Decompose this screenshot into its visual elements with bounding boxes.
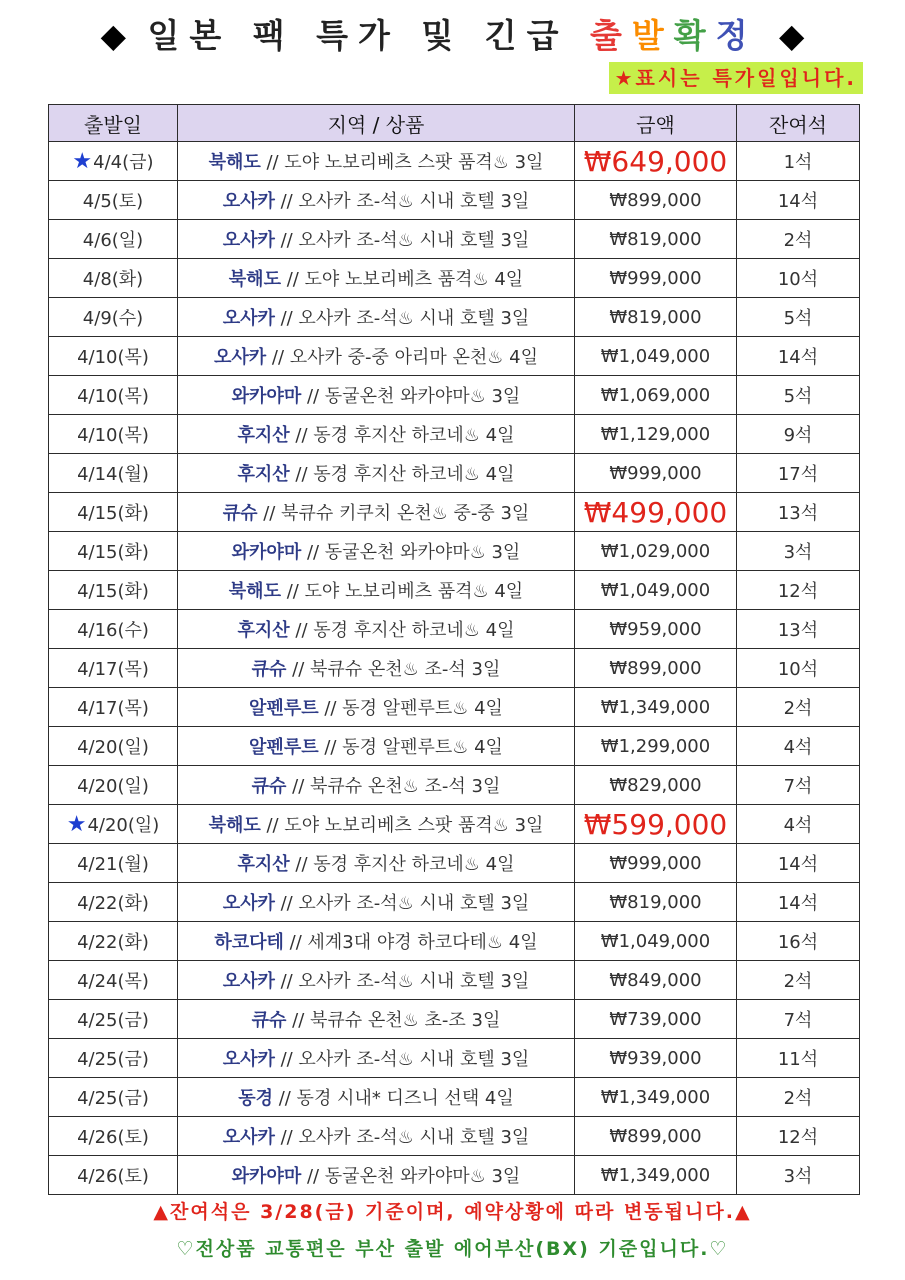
region-label: 후지산 bbox=[237, 425, 290, 446]
region-label: 오사카 bbox=[222, 1049, 275, 1070]
cell-seats: 5석 bbox=[737, 376, 860, 415]
product-name: // 오사카 조-석♨ 시내 호텔 3일 bbox=[274, 1127, 530, 1148]
product-name: // 오사카 조-석♨ 시내 호텔 3일 bbox=[274, 191, 530, 212]
special-note: ★표시는 특가일입니다. bbox=[609, 62, 863, 94]
cell-date bbox=[49, 766, 178, 805]
cell-price: ₩1,049,000 bbox=[575, 337, 737, 376]
product-name: // 북큐슈 온천♨ 초-조 3일 bbox=[286, 1010, 501, 1031]
date-text: 4/8(화) bbox=[82, 269, 144, 290]
cell-seats: 12석 bbox=[737, 571, 860, 610]
cell-product bbox=[178, 142, 575, 181]
product-name: // 동경 후지산 하코네♨ 4일 bbox=[289, 425, 515, 446]
cell-product bbox=[178, 688, 575, 727]
cell-price: ₩1,069,000 bbox=[575, 376, 737, 415]
product-name: // 세계3대 야경 하코다테♨ 4일 bbox=[283, 932, 538, 953]
region-label: 와카야마 bbox=[231, 1166, 302, 1187]
cell-product bbox=[178, 298, 575, 337]
date-text: 4/9(수) bbox=[82, 308, 144, 329]
date-text: 4/10(목) bbox=[77, 386, 149, 407]
cell-price: ₩819,000 bbox=[575, 883, 737, 922]
cell-date bbox=[49, 571, 178, 610]
date-text: 4/17(목) bbox=[77, 659, 149, 680]
table-row bbox=[49, 454, 860, 493]
cell-price: ₩1,299,000 bbox=[575, 727, 737, 766]
date-text: 4/25(금) bbox=[77, 1010, 149, 1031]
table-row bbox=[49, 532, 860, 571]
cell-date bbox=[49, 220, 178, 259]
cell-price: ₩829,000 bbox=[575, 766, 737, 805]
product-name: // 북큐슈 키쿠치 온천♨ 중-중 3일 bbox=[257, 503, 530, 524]
star-icon: ★ bbox=[66, 812, 87, 837]
cell-seats: 3석 bbox=[737, 1156, 860, 1195]
cell-seats: 4석 bbox=[737, 727, 860, 766]
title-char-3: 확 bbox=[673, 16, 716, 55]
cell-seats: 4석 bbox=[737, 805, 860, 844]
cell-date bbox=[49, 181, 178, 220]
cell-price: ₩599,000 bbox=[575, 805, 737, 844]
table-row bbox=[49, 493, 860, 532]
cell-date bbox=[49, 493, 178, 532]
cell-product bbox=[178, 259, 575, 298]
cell-date bbox=[49, 883, 178, 922]
cell-seats: 7석 bbox=[737, 766, 860, 805]
cell-seats: 2석 bbox=[737, 1078, 860, 1117]
region-label: 오사카 bbox=[222, 230, 275, 251]
cell-seats: 14석 bbox=[737, 181, 860, 220]
footer-transport-note: ♡전상품 교통편은 부산 출발 에어부산(BX) 기준입니다.♡ bbox=[176, 1238, 729, 1260]
region-label: 북해도 bbox=[208, 152, 261, 173]
title-char-2: 발 bbox=[631, 16, 674, 55]
region-label: 오사카 bbox=[222, 893, 275, 914]
cell-seats: 10석 bbox=[737, 649, 860, 688]
cell-date bbox=[49, 1117, 178, 1156]
cell-product bbox=[178, 220, 575, 259]
region-label: 북해도 bbox=[228, 581, 281, 602]
cell-product bbox=[178, 883, 575, 922]
region-label: 오사카 bbox=[222, 191, 275, 212]
region-label: 알펜루트 bbox=[249, 737, 319, 758]
date-text: 4/17(목) bbox=[77, 698, 149, 719]
cell-price: ₩849,000 bbox=[575, 961, 737, 1000]
cell-product bbox=[178, 415, 575, 454]
date-text: 4/10(목) bbox=[77, 425, 149, 446]
cell-seats: 10석 bbox=[737, 259, 860, 298]
cell-product bbox=[178, 922, 575, 961]
cell-product bbox=[178, 454, 575, 493]
cell-seats: 5석 bbox=[737, 298, 860, 337]
product-name: // 동굴온천 와카야마♨ 3일 bbox=[301, 542, 521, 563]
column-header-date: 출발일 bbox=[49, 105, 178, 142]
product-name: // 북큐슈 온천♨ 조-석 3일 bbox=[286, 776, 501, 797]
cell-seats: 14석 bbox=[737, 337, 860, 376]
table-row bbox=[49, 805, 860, 844]
cell-date bbox=[49, 142, 178, 181]
cell-price: ₩1,049,000 bbox=[575, 571, 737, 610]
region-label: 와카야마 bbox=[231, 386, 302, 407]
cell-price: ₩1,349,000 bbox=[575, 1078, 737, 1117]
title-main: 일본 팩 특가 및 긴급 bbox=[147, 16, 569, 55]
date-text: 4/26(토) bbox=[77, 1127, 149, 1148]
table-row bbox=[49, 181, 860, 220]
table-row bbox=[49, 142, 860, 181]
cell-date bbox=[49, 961, 178, 1000]
cell-seats: 14석 bbox=[737, 844, 860, 883]
cell-price: ₩899,000 bbox=[575, 1117, 737, 1156]
product-name: // 도야 노보리베츠 스팟 품격♨ 3일 bbox=[260, 152, 544, 173]
cell-price: ₩1,129,000 bbox=[575, 415, 737, 454]
cell-seats: 2석 bbox=[737, 220, 860, 259]
cell-price: ₩959,000 bbox=[575, 610, 737, 649]
region-label: 북해도 bbox=[228, 269, 281, 290]
product-name: // 동경 후지산 하코네♨ 4일 bbox=[289, 464, 515, 485]
region-label: 와카야마 bbox=[231, 542, 302, 563]
region-label: 큐슈 bbox=[251, 776, 287, 797]
star-icon: ★ bbox=[72, 149, 93, 174]
table-row bbox=[49, 1039, 860, 1078]
cell-date bbox=[49, 922, 178, 961]
region-label: 후지산 bbox=[237, 464, 290, 485]
cell-product bbox=[178, 805, 575, 844]
product-name: // 오사카 조-석♨ 시내 호텔 3일 bbox=[274, 230, 530, 251]
region-label: 알펜루트 bbox=[249, 698, 319, 719]
table-row bbox=[49, 688, 860, 727]
cell-date bbox=[49, 649, 178, 688]
cell-price: ₩939,000 bbox=[575, 1039, 737, 1078]
product-name: // 오사카 조-석♨ 시내 호텔 3일 bbox=[274, 308, 530, 329]
cell-seats: 14석 bbox=[737, 883, 860, 922]
date-text: 4/21(월) bbox=[77, 854, 149, 875]
date-text: 4/14(월) bbox=[77, 464, 149, 485]
cell-seats: 13석 bbox=[737, 493, 860, 532]
cell-seats: 9석 bbox=[737, 415, 860, 454]
date-text: 4/25(금) bbox=[77, 1049, 149, 1070]
table-row bbox=[49, 1078, 860, 1117]
product-name: // 동굴온천 와카야마♨ 3일 bbox=[301, 1166, 521, 1187]
cell-product bbox=[178, 610, 575, 649]
cell-date bbox=[49, 610, 178, 649]
table-row bbox=[49, 844, 860, 883]
date-text: 4/20(일) bbox=[87, 815, 160, 836]
cell-product bbox=[178, 1078, 575, 1117]
date-text: 4/6(일) bbox=[82, 230, 144, 251]
region-label: 후지산 bbox=[237, 854, 290, 875]
cell-seats: 13석 bbox=[737, 610, 860, 649]
product-name: // 도야 노보리베츠 품격♨ 4일 bbox=[280, 581, 524, 602]
region-label: 오사카 bbox=[222, 971, 275, 992]
cell-date bbox=[49, 259, 178, 298]
cell-price: ₩999,000 bbox=[575, 259, 737, 298]
cell-date bbox=[49, 1000, 178, 1039]
cell-price: ₩499,000 bbox=[575, 493, 737, 532]
date-text: 4/24(목) bbox=[77, 971, 149, 992]
cell-seats: 3석 bbox=[737, 532, 860, 571]
product-name: // 동굴온천 와카야마♨ 3일 bbox=[301, 386, 521, 407]
product-name: // 동경 알펜루트♨ 4일 bbox=[318, 698, 503, 719]
date-text: 4/26(토) bbox=[77, 1166, 149, 1187]
cell-product bbox=[178, 493, 575, 532]
cell-product bbox=[178, 1156, 575, 1195]
table-row bbox=[49, 922, 860, 961]
cell-product bbox=[178, 766, 575, 805]
cell-product bbox=[178, 1117, 575, 1156]
table-row bbox=[49, 415, 860, 454]
table-row bbox=[49, 376, 860, 415]
cell-date bbox=[49, 1156, 178, 1195]
cell-product bbox=[178, 181, 575, 220]
cell-date bbox=[49, 805, 178, 844]
cell-date bbox=[49, 727, 178, 766]
cell-seats: 11석 bbox=[737, 1039, 860, 1078]
cell-date bbox=[49, 337, 178, 376]
table-row bbox=[49, 337, 860, 376]
cell-date bbox=[49, 376, 178, 415]
cell-date bbox=[49, 415, 178, 454]
region-label: 오사카 bbox=[214, 347, 267, 368]
region-label: 큐슈 bbox=[251, 1010, 287, 1031]
date-text: 4/25(금) bbox=[77, 1088, 149, 1109]
product-name: // 오사카 조-석♨ 시내 호텔 3일 bbox=[274, 971, 530, 992]
date-text: 4/15(화) bbox=[77, 542, 149, 563]
table-row bbox=[49, 766, 860, 805]
title-char-4: 정 bbox=[715, 16, 758, 55]
product-name: // 오사카 중-중 아리마 온천♨ 4일 bbox=[266, 347, 538, 368]
cell-product bbox=[178, 376, 575, 415]
date-text: 4/22(화) bbox=[77, 893, 149, 914]
product-name: // 동경 후지산 하코네♨ 4일 bbox=[289, 620, 515, 641]
page-title bbox=[0, 10, 905, 57]
date-text: 4/4(금) bbox=[93, 152, 154, 173]
table-row bbox=[49, 961, 860, 1000]
cell-date bbox=[49, 1078, 178, 1117]
product-name: // 오사카 조-석♨ 시내 호텔 3일 bbox=[274, 1049, 530, 1070]
cell-seats: 17석 bbox=[737, 454, 860, 493]
region-label: 북해도 bbox=[208, 815, 261, 836]
cell-price: ₩999,000 bbox=[575, 454, 737, 493]
cell-date bbox=[49, 532, 178, 571]
table-row bbox=[49, 571, 860, 610]
diamond-right-icon: ◆ bbox=[779, 16, 805, 55]
cell-product bbox=[178, 727, 575, 766]
column-header-product: 지역 / 상품 bbox=[178, 105, 575, 142]
table-row bbox=[49, 883, 860, 922]
region-label: 동경 bbox=[238, 1088, 273, 1109]
cell-price: ₩1,349,000 bbox=[575, 1156, 737, 1195]
table-row bbox=[49, 259, 860, 298]
cell-date bbox=[49, 844, 178, 883]
cell-product bbox=[178, 571, 575, 610]
cell-price: ₩999,000 bbox=[575, 844, 737, 883]
cell-price: ₩739,000 bbox=[575, 1000, 737, 1039]
table-row bbox=[49, 220, 860, 259]
table-row bbox=[49, 298, 860, 337]
date-text: 4/22(화) bbox=[77, 932, 149, 953]
cell-price: ₩1,049,000 bbox=[575, 922, 737, 961]
date-text: 4/20(일) bbox=[77, 776, 149, 797]
deals-table bbox=[48, 104, 860, 1195]
cell-product bbox=[178, 844, 575, 883]
cell-product bbox=[178, 532, 575, 571]
cell-product bbox=[178, 649, 575, 688]
cell-date bbox=[49, 454, 178, 493]
table-row bbox=[49, 1117, 860, 1156]
date-text: 4/10(목) bbox=[77, 347, 149, 368]
cell-seats: 16석 bbox=[737, 922, 860, 961]
footer-seat-note: ▲잔여석은 3/28(금) 기준이며, 예약상황에 따라 변동됩니다.▲ bbox=[153, 1201, 752, 1223]
table-row bbox=[49, 649, 860, 688]
column-header-price: 금액 bbox=[575, 105, 737, 142]
region-label: 오사카 bbox=[222, 308, 275, 329]
region-label: 큐슈 bbox=[251, 659, 287, 680]
cell-seats: 7석 bbox=[737, 1000, 860, 1039]
product-name: // 도야 노보리베츠 스팟 품격♨ 3일 bbox=[260, 815, 544, 836]
region-label: 하코다테 bbox=[214, 932, 284, 953]
cell-price: ₩819,000 bbox=[575, 220, 737, 259]
cell-product bbox=[178, 961, 575, 1000]
table-row bbox=[49, 1156, 860, 1195]
region-label: 오사카 bbox=[222, 1127, 275, 1148]
cell-seats: 2석 bbox=[737, 688, 860, 727]
product-name: // 동경 시내* 디즈니 선택 4일 bbox=[272, 1088, 514, 1109]
table-row bbox=[49, 1000, 860, 1039]
product-name: // 동경 알펜루트♨ 4일 bbox=[318, 737, 503, 758]
product-name: // 오사카 조-석♨ 시내 호텔 3일 bbox=[274, 893, 530, 914]
cell-date bbox=[49, 298, 178, 337]
cell-price: ₩1,029,000 bbox=[575, 532, 737, 571]
cell-price: ₩899,000 bbox=[575, 649, 737, 688]
date-text: 4/15(화) bbox=[77, 581, 149, 602]
cell-seats: 12석 bbox=[737, 1117, 860, 1156]
region-label: 큐슈 bbox=[222, 503, 258, 524]
region-label: 후지산 bbox=[237, 620, 290, 641]
cell-price: ₩1,349,000 bbox=[575, 688, 737, 727]
cell-seats: 2석 bbox=[737, 961, 860, 1000]
cell-price: ₩649,000 bbox=[575, 142, 737, 181]
date-text: 4/15(화) bbox=[77, 503, 149, 524]
cell-price: ₩899,000 bbox=[575, 181, 737, 220]
cell-date bbox=[49, 688, 178, 727]
table-header-row bbox=[49, 105, 860, 142]
product-name: // 동경 후지산 하코네♨ 4일 bbox=[289, 854, 515, 875]
date-text: 4/5(토) bbox=[82, 191, 144, 212]
product-name: // 북큐슈 온천♨ 조-석 3일 bbox=[286, 659, 501, 680]
table-row bbox=[49, 727, 860, 766]
column-header-seats: 잔여석 bbox=[737, 105, 860, 142]
title-char-1: 출 bbox=[589, 16, 632, 55]
date-text: 4/20(일) bbox=[77, 737, 149, 758]
table-row bbox=[49, 610, 860, 649]
date-text: 4/16(수) bbox=[77, 620, 149, 641]
cell-product bbox=[178, 337, 575, 376]
cell-product bbox=[178, 1000, 575, 1039]
cell-seats: 1석 bbox=[737, 142, 860, 181]
cell-date bbox=[49, 1039, 178, 1078]
diamond-left-icon: ◆ bbox=[100, 16, 126, 55]
cell-product bbox=[178, 1039, 575, 1078]
product-name: // 도야 노보리베츠 품격♨ 4일 bbox=[280, 269, 524, 290]
cell-price: ₩819,000 bbox=[575, 298, 737, 337]
